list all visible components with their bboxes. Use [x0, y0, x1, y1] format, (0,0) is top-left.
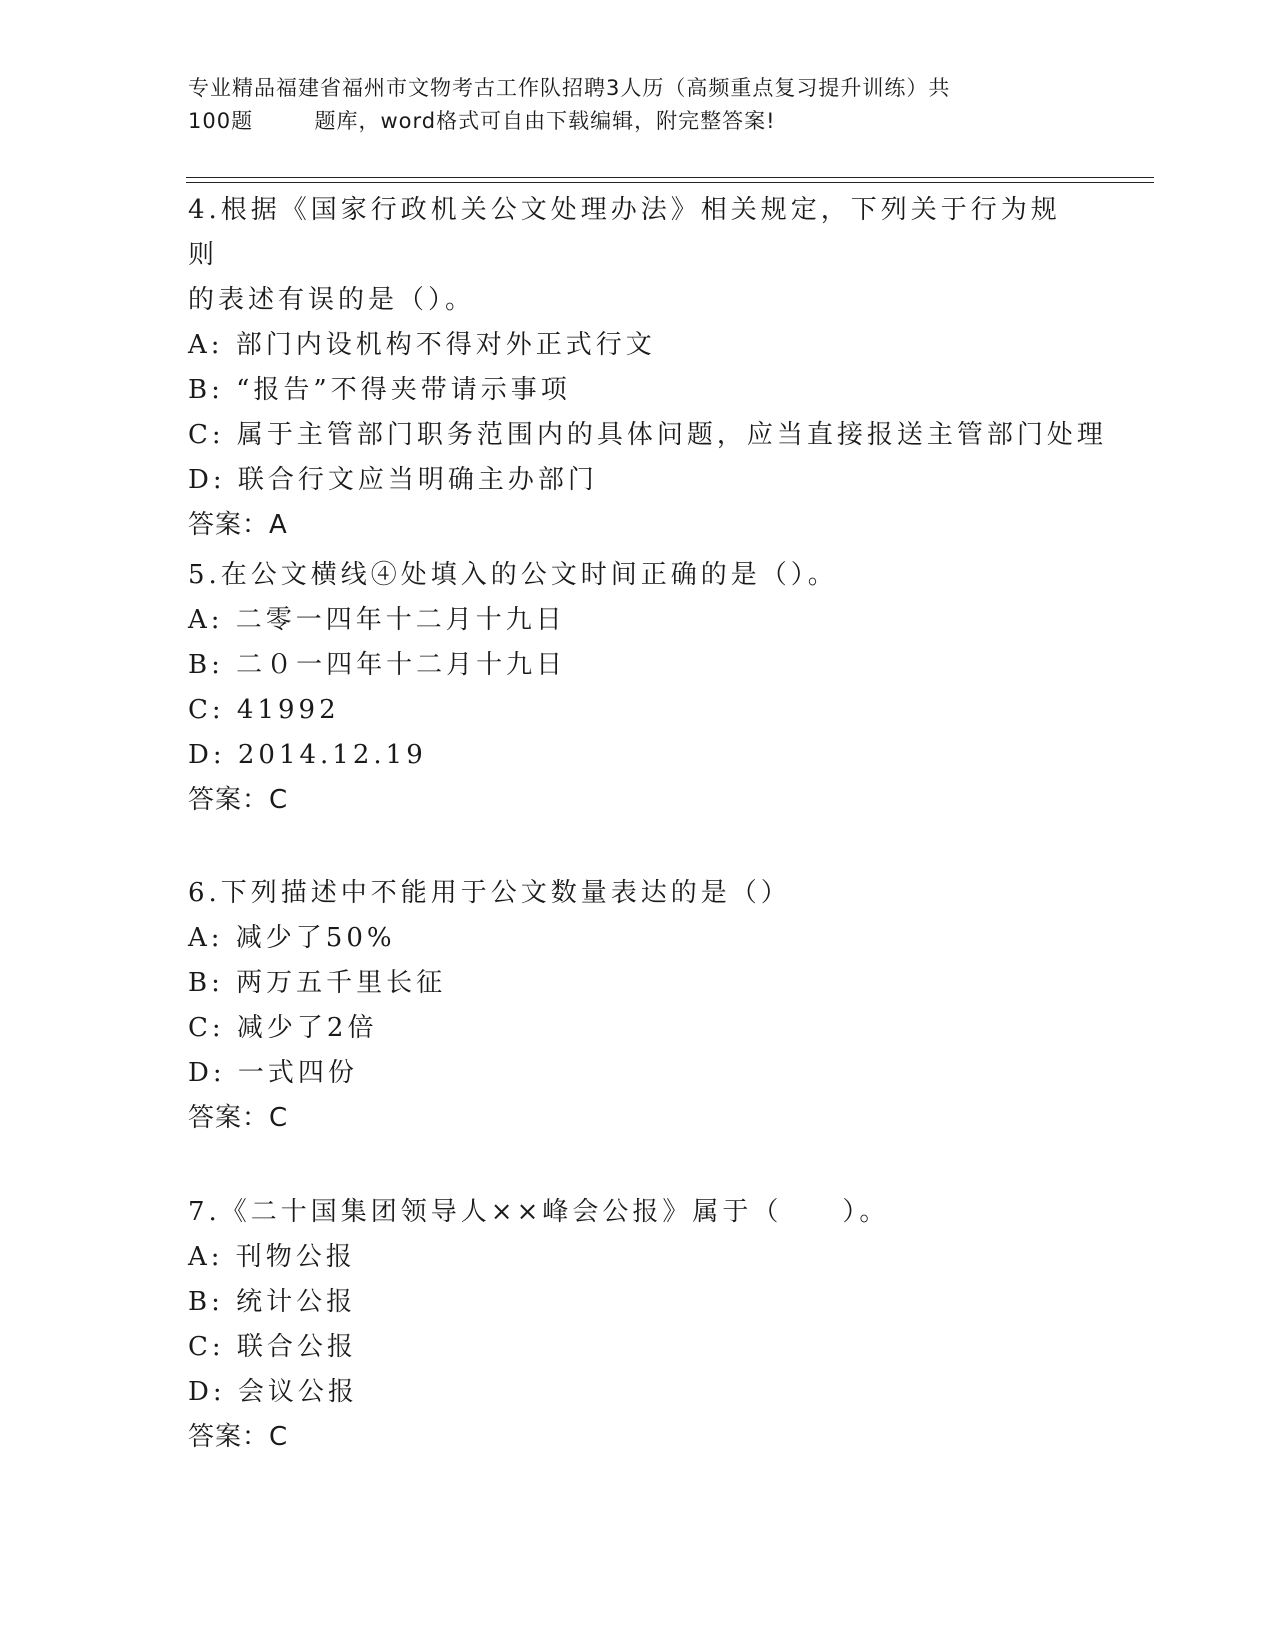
header-title-line-1: 专业精品福建省福州市文物考古工作队招聘3人历（高频重点复习提升训练）共: [188, 76, 951, 100]
header-divider-top: [186, 177, 1154, 178]
option-c: C: 41992: [188, 695, 340, 725]
option-d: D: 2014.12.19: [188, 740, 427, 770]
question-stem-line: 的表述有误的是（）。: [188, 285, 476, 315]
option-d: D: 一式四份: [188, 1058, 358, 1088]
option-c: C: 减少了2倍: [188, 1013, 378, 1043]
question-stem-line: 4.根据《国家行政机关公文处理办法》相关规定，下列关于行为规则: [188, 195, 1061, 270]
option-b: B: “报告”不得夹带请示事项: [188, 375, 571, 405]
question-stem-line: 6.下列描述中不能用于公文数量表达的是（）: [188, 878, 791, 908]
option-a: A: 减少了50%: [188, 923, 396, 953]
option-b: B: 两万五千里长征: [188, 968, 447, 998]
option-c: C: 属于主管部门职务范围内的具体问题，应当直接报送主管部门处理: [188, 420, 1107, 450]
option-b: B: 统计公报: [188, 1287, 357, 1317]
option-d: D: 联合行文应当明确主办部门: [188, 465, 598, 495]
document-header: [188, 72, 1068, 138]
option-c: C: 联合公报: [188, 1332, 357, 1362]
question-stem-line: 7.《二十国集团领导人××峰会公报》属于（ ）。: [188, 1197, 890, 1227]
answer: 答案：C: [188, 1422, 289, 1452]
question-7: [188, 1190, 1088, 1460]
option-a: A: 刊物公报: [188, 1242, 356, 1272]
question-6: [188, 871, 1088, 1141]
option-b: B: 二０一四年十二月十九日: [188, 650, 567, 680]
question-stem-line: 5.在公文横线④处填入的公文时间正确的是（）。: [188, 560, 838, 590]
answer: 答案：C: [188, 1103, 289, 1133]
header-divider-bottom: [186, 182, 1154, 183]
question-4: [188, 188, 1107, 548]
answer: 答案：A: [188, 510, 288, 540]
option-a: A: 部门内设机构不得对外正式行文: [188, 330, 656, 360]
option-d: D: 会议公报: [188, 1377, 358, 1407]
header-title-line-2: 100题 题库，word格式可自由下载编辑，附完整答案!: [188, 109, 776, 133]
option-a: A: 二零一四年十二月十九日: [188, 605, 566, 635]
answer: 答案：C: [188, 785, 289, 815]
question-5: [188, 553, 1088, 823]
